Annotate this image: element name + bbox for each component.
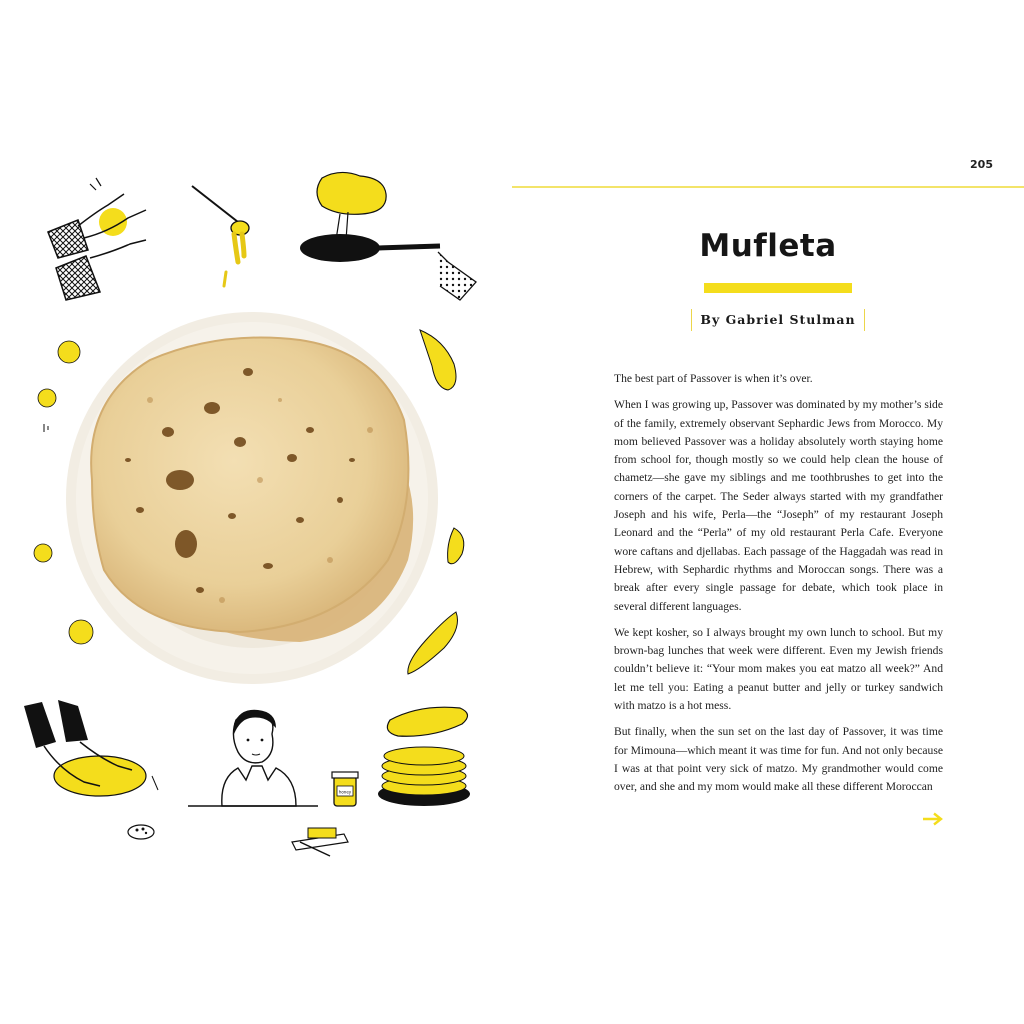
page-number: 205 — [970, 158, 993, 171]
title-underline-bar — [704, 283, 852, 293]
boy-waiting-illustration — [188, 710, 318, 806]
body-paragraph: The best part of Passover is when it’s over. — [614, 372, 813, 385]
body-paragraph: We kept kosher, so I always brought my own lunch to school. But my brown-bag lunches that week were different. Even my Jewish friends couldn’t believe it: “Your mom makes you eat matzo all week?” And let me tell you: Eating a peanut butter and jelly or turkey sandwich with matzo is a hot mess. — [614, 625, 943, 713]
honey-jar-label: honey — [338, 789, 352, 795]
bowl-illustration — [128, 825, 154, 839]
frying-pan-illustration — [300, 172, 476, 300]
hands-kneading-illustration — [24, 700, 158, 796]
recipe-title: Mufleta — [699, 228, 837, 264]
mufleta-plate-photo — [66, 312, 438, 684]
honey-dipper-illustration — [192, 186, 249, 286]
butter-dish-illustration — [292, 828, 348, 856]
honey-jar-illustration — [332, 772, 358, 806]
body-paragraph: When I was growing up, Passover was dominated by my mother’s side of the family, extremely observant Sephardic Jews from Morocco. My mom believed Passover was a holiday absolutely worth staying home from school for, though mostly so we could help clean the house of chametz—she gave my siblings and me toothbrushes to get into the corners of the carpet. The Seder always started with my grandfather Joseph and his wife, Perla—the “Joseph” of my restaurant Joseph Leonard and the “Perla” of my old restaurant Perla Cafe. Everyone wore caftans and djellabas. Each passage of the Haggadah was read in Hebrew, with Sephardic rhythms and Moroccan songs. There was a break after every single passage for debate, which took place in several different languages. — [614, 398, 943, 613]
header-rule — [512, 186, 1024, 188]
essay-body — [614, 370, 943, 805]
arrow-right-icon[interactable] — [922, 812, 944, 826]
right-page — [512, 0, 1024, 1024]
author-byline: By Gabriel Stulman — [691, 309, 865, 331]
body-paragraph: But finally, when the sun set on the last day of Passover, it was time for Mimouna—which meant it was time for fun. And not only because I was at that point very sick of matzo. My grandmother would come over, and she and my mom would make all these different Moroccan — [614, 725, 943, 794]
crepe-stack-illustration — [378, 707, 470, 806]
hands-holding-dough-illustration — [48, 178, 146, 300]
